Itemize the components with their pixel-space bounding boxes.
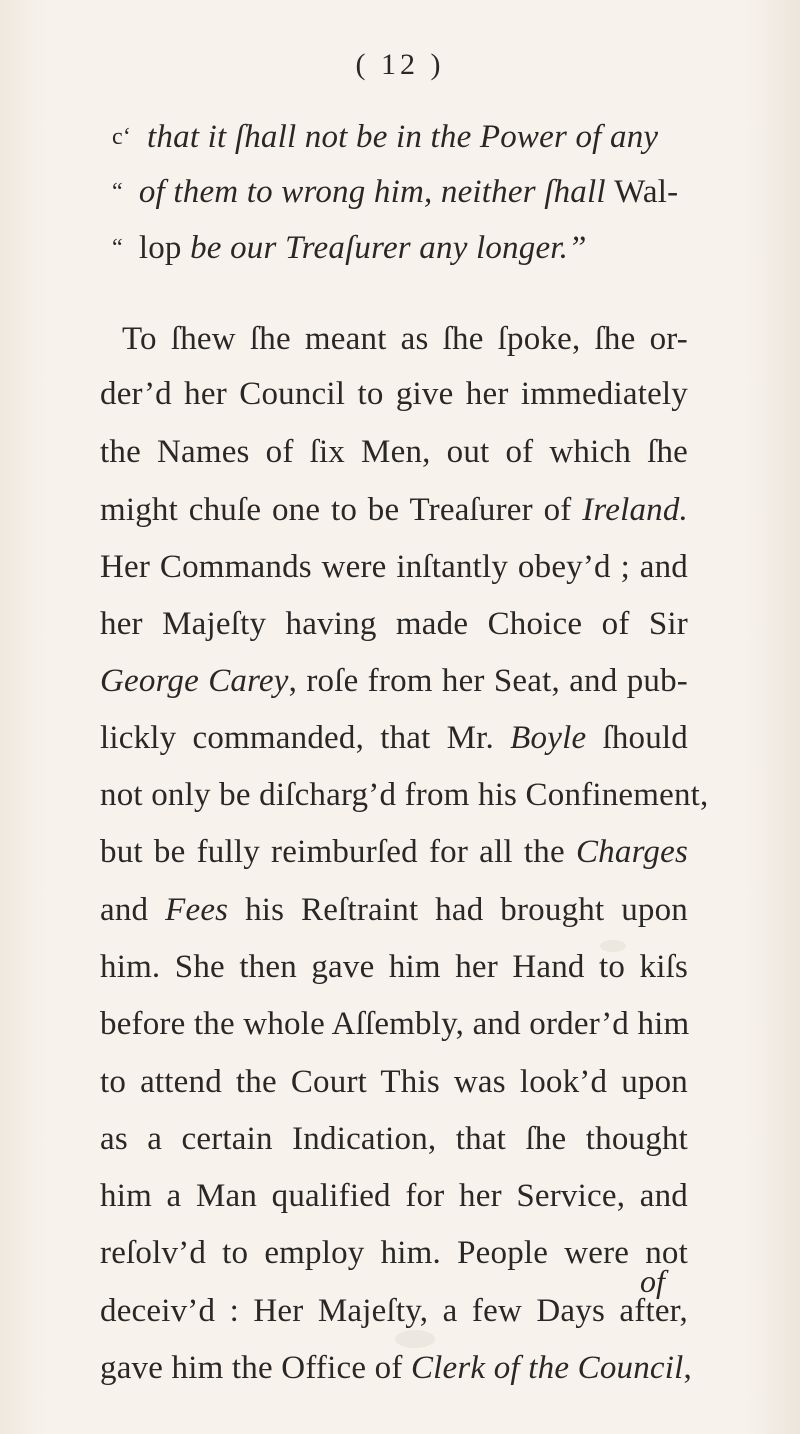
roman-text: to attend the Court This was look’d upon — [100, 1064, 688, 1100]
roman-text: , — [683, 1350, 692, 1386]
roman-text: the Names of ſix Men, out of which ſhe — [100, 434, 688, 470]
roman-text: gave him the Office of — [100, 1350, 411, 1386]
italic-text: Clerk of the Council — [410, 1350, 684, 1386]
text-line — [112, 170, 688, 214]
text-line — [100, 945, 688, 989]
roman-text: and — [100, 892, 166, 928]
italic-text: Charges — [575, 834, 688, 870]
text-line — [100, 1174, 688, 1218]
text-line — [100, 545, 688, 589]
text-line — [100, 430, 688, 474]
quote-mark: “ — [112, 235, 123, 261]
roman-text: as a certain Indication, that ſhe thought — [100, 1121, 688, 1157]
roman-text: Her Commands were inſtantly obey’d ; and — [100, 549, 688, 585]
page-number: ( 12 ) — [355, 48, 445, 81]
roman-text: deceiv’d : Her Majeſty, a few Days after, — [100, 1293, 688, 1329]
roman-text: his Reſtraint had brought upon — [228, 892, 688, 928]
roman-text: but be fully reimburſed for all the — [100, 834, 576, 870]
roman-text: der’d her Council to give her immediately — [100, 376, 688, 412]
text-line — [100, 1346, 692, 1390]
text-line — [100, 1060, 688, 1104]
text-line — [100, 773, 709, 817]
text-line — [100, 488, 688, 532]
quote-mark: c‘ — [112, 124, 132, 150]
roman-text: To ſhew ſhe meant as ſhe ſpoke, ſhe or- — [122, 321, 688, 357]
roman-text: , roſe from her Seat, and pub- — [288, 663, 688, 699]
italic-text: be our Treaſurer any longer.” — [190, 230, 587, 266]
catchword: of — [640, 1263, 665, 1299]
italic-text: Ireland. — [582, 492, 688, 528]
text-line — [112, 226, 688, 270]
text-line — [100, 1231, 688, 1275]
text-line — [100, 1117, 688, 1161]
roman-text: might chuſe one to be Treaſurer of — [100, 492, 583, 528]
text-line — [112, 115, 688, 159]
roman-text: lickly commanded, that Mr. — [100, 720, 511, 756]
italic-text: Fees — [165, 892, 229, 928]
quote-mark: “ — [112, 179, 123, 205]
italic-text: that it ſhall not be in the Power of any — [147, 119, 659, 155]
roman-text: lop — [138, 230, 191, 266]
italic-text: Boyle — [510, 720, 587, 756]
text-line — [100, 1289, 688, 1333]
roman-text: before the whole Aſſembly, and order’d him — [100, 1006, 690, 1042]
text-line — [100, 1002, 688, 1046]
roman-text: not only be diſcharg’d from his Confinement, — [100, 777, 709, 813]
italic-text: George Carey — [100, 663, 289, 699]
roman-text: ſhould — [586, 720, 688, 756]
text-line — [100, 659, 688, 703]
text-line — [100, 830, 688, 874]
roman-text: her Majeſty having made Choice of Sir — [100, 606, 688, 642]
italic-text: of them to wrong him, neither ſhall — [138, 174, 615, 210]
roman-text: him a Man qualified for her Service, and — [100, 1178, 688, 1214]
text-line — [100, 888, 688, 932]
text-line — [100, 602, 688, 646]
text-line — [100, 372, 688, 416]
text-line — [100, 716, 688, 760]
roman-text: reſolv’d to employ him. People were not — [100, 1235, 688, 1271]
roman-text: him. She then gave him her Hand to kiſs — [100, 949, 688, 985]
text-line — [122, 317, 688, 361]
roman-text: Wal- — [614, 174, 679, 210]
